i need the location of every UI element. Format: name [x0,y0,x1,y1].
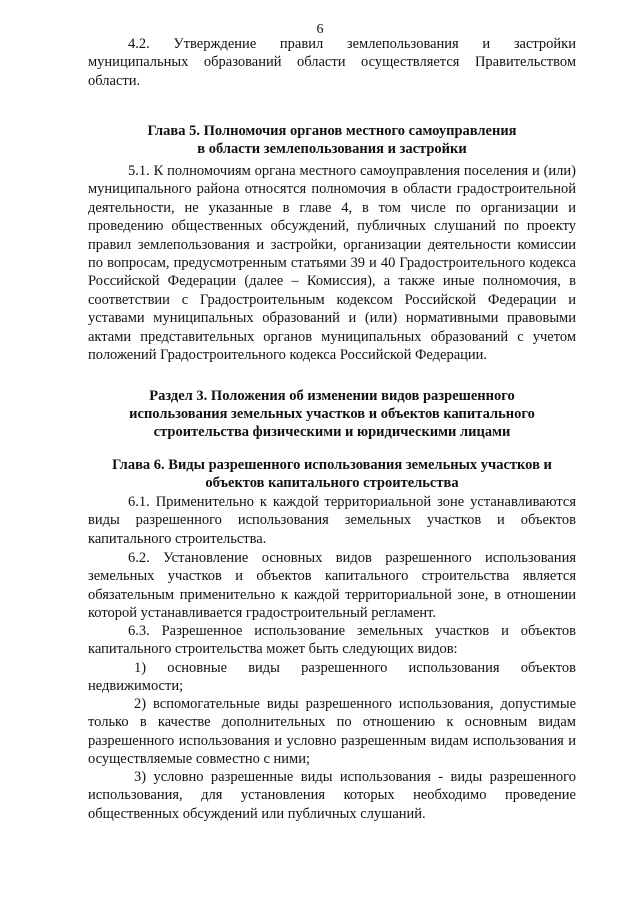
paragraph-6-2: 6.2. Установление основных видов разрешенного использования земельных участков и объектов капитального строительства является обязательным применительно к каждой территориальной зоне, в отношении которой устанавливается градостроительный регламент. [88,550,576,622]
chapter-5-title-line-1: Глава 5. Полномочия органов местного самоуправления [147,123,517,139]
list-item-1: 1) основные виды разрешенного использования объектов недвижимости; [88,660,576,695]
section-3-title-line-2: использования земельных участков и объектов капитального [129,406,535,422]
section-3-title-line-1: Раздел 3. Положения об изменении видов разрешенного [149,388,515,404]
paragraph-6-3: 6.3. Разрешенное использование земельных участков и объектов капитального строительства может быть следующих видов: [88,623,576,658]
page-number: 6 [316,22,324,37]
chapter-6-title-line-2: объектов капитального строительства [205,475,459,491]
paragraph-4-2: 4.2. Утверждение правил землепользования и застройки муниципальных образований области осуществляется Правительством области. [88,36,576,89]
list-item-3: 3) условно разрешенные виды использования - виды разрешенного использования, для установления которых необходимо проведение общественных обсуждений или публичных слушаний. [88,769,576,822]
section-3-title-line-3: строительства физическими и юридическими лицами [153,424,511,440]
paragraph-6-1: 6.1. Применительно к каждой территориальной зоне устанавливаются виды разрешенного использования земельных участков и объектов капитального строительства. [88,494,576,547]
chapter-6-title-line-1: Глава 6. Виды разрешенного использования земельных участков и [112,457,552,473]
chapter-5-title-line-2: в области землепользования и застройки [197,141,467,157]
paragraph-5-1: 5.1. К полномочиям органа местного самоуправления поселения и (или) муниципального района относятся полномочия в области градостроительной деятельности, не указанные в главе 4, в том числе по организации и проведению общественных обсуждений, публичных слушаний по проекту правил землепользования и застройки, организации деятельности комиссии по вопросам, предусмотренным статьями 39 и 40 Градостроительного кодекса Российской Федерации (далее – Комиссия), а также иные полномочия, в соответствии с Градостроительным кодексом Российской Федерации и уставами муниципальных образований и (или) нормативными правовыми актами представительных органов муниципальных образований с учетом положений Градостроительного кодекса Российской Федерации. [88,163,576,364]
list-item-2: 2) вспомогательные виды разрешенного использования, допустимые только в качестве дополнительных по отношению к основным видам разрешенного использования и условно разрешенным видам использования и осуществляемые совместно с ними; [88,696,576,768]
